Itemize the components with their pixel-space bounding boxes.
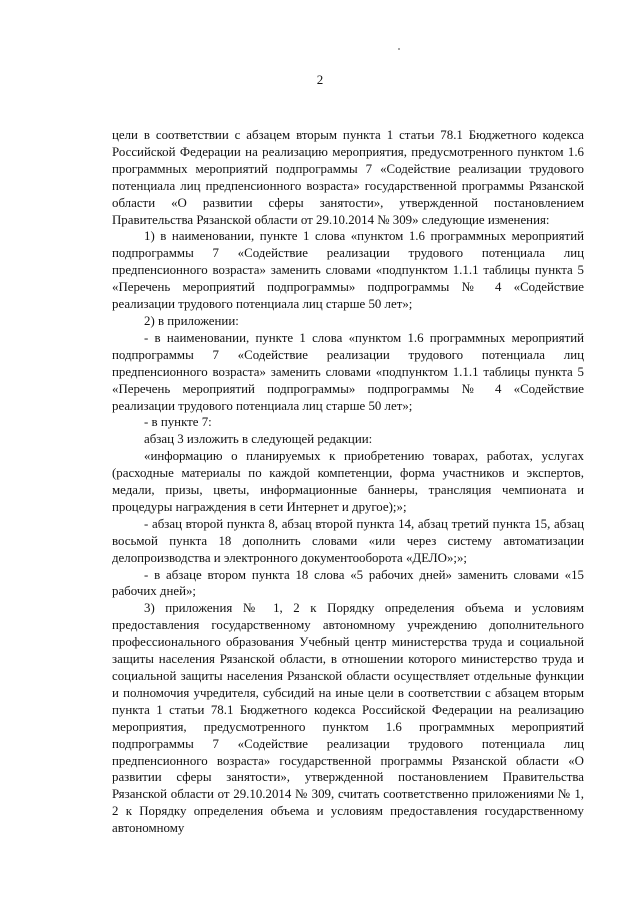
paragraph-item-2-name: - в наименовании, пункте 1 слова «пунктом 1.6 программных мероприятий подпрограммы 7 «Содействие реализации трудового потенциала лиц предпенсионного возраста» заменить словами «подпунктом 1.1.1 таблицы пункта 5 «Перечень мероприятий подпрограммы» подпрограммы № 4 «Содействие реализации трудового потенциала лиц старше 50 лет»; (112, 330, 584, 413)
paragraph-item-2-point-7: - в пункте 7: (144, 415, 212, 430)
paragraph-item-2-abzac-3: абзац 3 изложить в следующей редакции: (144, 432, 373, 447)
paragraph-item-2-delo: - абзац второй пункта 8, абзац второй пункта 14, абзац третий пункта 15, абзац восьмой пункта 18 дополнить словами «или через систему автоматизации делопроизводства и электронного документооборота «ДЕЛО»;»; (112, 516, 584, 565)
paragraph-item-2-days: - в абзаце втором пункта 18 слова «5 рабочих дней» заменить словами «15 рабочих дней»; (112, 567, 584, 599)
paragraph-item-3: 3) приложения № 1, 2 к Порядку определения объема и условиям предоставления государственному автономному учреждению дополнительного профессионального образования Учебный центр министерства труда и социальной защиты населения Рязанской области, в отношении которого министерство труда и социальной защиты населения Рязанской области осуществляет отдельные функции и полномочия учредителя, субсидий на иные цели в соответствии с абзацем вторым пункта 1 статьи 78.1 Бюджетного кодекса Российской Федерации на реализацию мероприятия, предусмотренного пунктом 1.6 программных мероприятий подпрограммы 7 «Содействие реализации трудового потенциала лиц предпенсионного возраста» государственной программы Рязанской области «О развитии сферы занятости», утвержденной постановлением Правительства Рязанской области от 29.10.2014 № 309, считать соответственно приложениями № 1, 2 к Порядку определения объема и условиям предоставления государственному автономному (112, 601, 584, 836)
document-body (112, 127, 584, 837)
paragraph-item-2-quote: «информацию о планируемых к приобретению товарах, работах, услугах (расходные материалы по каждой компетенции, форма участников и экспертов, медали, призы, цветы, информационные баннеры, трансляция чемпионата и процедуры награждения в сети Интернет и другое);»; (112, 449, 584, 514)
paragraph-item-2: 2) в приложении: (144, 313, 239, 328)
paragraph-intro-continuation: цели в соответствии с абзацем вторым пункта 1 статьи 78.1 Бюджетного кодекса Российской Федерации на реализацию мероприятия, предусмотренного пунктом 1.6 программных мероприятий подпрограммы 7 «Содействие реализации трудового потенциала лиц предпенсионного возраста» государственной программы Рязанской области «О развитии сферы занятости», утвержденной постановлением Правительства Рязанской области от 29.10.2014 № 309» следующие изменения: (112, 128, 584, 227)
page-number: 2 (316, 72, 324, 87)
scan-speck (398, 48, 400, 50)
paragraph-item-1: 1) в наименовании, пункте 1 слова «пунктом 1.6 программных мероприятий подпрограммы 7 «Содействие реализации трудового потенциала лиц предпенсионного возраста» заменить словами «подпунктом 1.1.1 таблицы пункта 5 «Перечень мероприятий подпрограммы» подпрограммы № 4 «Содействие реализации трудового потенциала лиц старше 50 лет»; (112, 229, 584, 312)
